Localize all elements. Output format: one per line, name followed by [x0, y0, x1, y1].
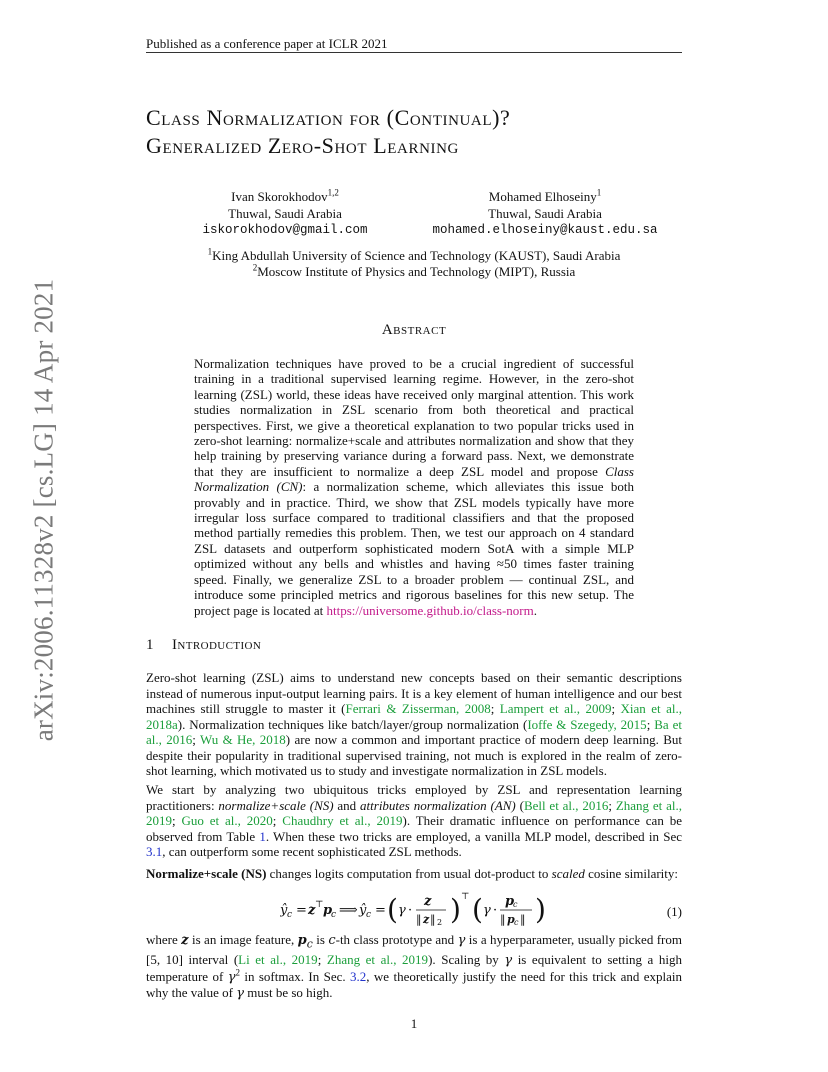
- math-symbol: p: [297, 933, 307, 948]
- term-scaled: scaled: [551, 866, 585, 881]
- svg-text:p: p: [507, 913, 515, 926]
- citation-link[interactable]: Ferrari & Zisserman, 2008: [345, 701, 491, 716]
- paragraph-text: . When these two tricks are employed, a vanilla MLP model, described in Sec: [265, 828, 683, 844]
- paragraph-text: must be so high.: [244, 985, 333, 1001]
- equation-formula: [280, 890, 580, 930]
- intro-paragraph-3: [146, 866, 682, 882]
- paragraph-text: ). Normalization techniques like batch/layer/group normalization (: [177, 716, 528, 732]
- paragraph-text: , we theoretically justify the need for this trick and explain why the value of: [146, 968, 682, 1001]
- citation-link[interactable]: Guo et al., 2020: [181, 813, 273, 828]
- citation-link[interactable]: Zhang et al., 2019: [146, 797, 682, 828]
- svg-text:‖: ‖: [416, 913, 422, 926]
- svg-text:c: c: [513, 900, 518, 909]
- paragraph-text: ;: [172, 813, 182, 828]
- page-number: 1: [410, 1016, 418, 1031]
- svg-text:‖: ‖: [520, 913, 526, 926]
- citation-link[interactable]: Wu & He, 2018: [199, 732, 286, 747]
- author-name: Mohamed Elhoseiny: [488, 189, 597, 204]
- arxiv-stamp: arXiv:2006.11328v2 [cs.LG] 14 Apr 2021: [28, 278, 59, 742]
- table-ref-link[interactable]: 1: [259, 828, 266, 844]
- paragraph-text: ;: [317, 952, 327, 968]
- author-name: Ivan Skorokhodov: [231, 189, 328, 204]
- svg-text:(: (: [472, 893, 483, 926]
- svg-text:‖: ‖: [500, 913, 506, 926]
- section-ref-link[interactable]: 3.1: [146, 844, 163, 859]
- paragraph-text: (: [515, 797, 524, 813]
- affiliation-2: [146, 264, 682, 280]
- paragraph-text: and: [333, 797, 361, 813]
- abstract-text: : a normalization scheme, which alleviates this issue both provably and in practice. Third, we show that ZSL models typically have more irregular loss surface compared to traditional classifiers and that the proposed method partially remedies this problem. Then, we test our approach on 4 standard ZSL datasets and outperform sophisticated modern SotA with a simple MLP optimized without any bells and whistles and having ≈50 times faster training speed. Finally, we generalize ZSL to a broader problem — continual ZSL, and introduce some principled metrics and rigorous baselines for this new setup. The project page is located at: [194, 479, 635, 618]
- svg-text:ŷ: ŷ: [359, 903, 367, 918]
- abstract-body: [194, 356, 634, 618]
- section-ref-link[interactable]: 3.2: [350, 968, 367, 984]
- equation-1: [146, 890, 682, 930]
- svg-text:·: ·: [408, 903, 413, 918]
- author-block-1: [190, 188, 380, 239]
- author-location: Thuwal, Saudi Arabia: [228, 206, 342, 221]
- equation-number: (1): [666, 904, 682, 919]
- author-affil-sup: 1,2: [327, 187, 339, 198]
- author-email[interactable]: mohamed.elhoseiny@kaust.edu.sa: [432, 223, 658, 237]
- math-symbol: γ: [457, 933, 466, 948]
- math-symbol: γ: [227, 969, 236, 985]
- paragraph-text: ;: [646, 716, 655, 732]
- section-heading: [146, 637, 261, 654]
- section-title: Introduction: [172, 637, 262, 653]
- affiliation-1: [146, 248, 682, 264]
- math-superscript: 2: [235, 967, 240, 978]
- paragraph-text: ) are now a common and important practice of modern deep learning. But despite their popularity in traditional supervised training, not much is explored in the realm of zero-shot learning, which motivated us to study and investigate normalization in ZSL models.: [146, 732, 682, 778]
- paragraph-text: We start by analyzing two ubiquitous tricks employed by ZSL and representation learning practitioners:: [146, 782, 682, 813]
- paragraph-text: cosine similarity:: [584, 866, 679, 881]
- title-line-2: Generalized Zero-Shot Learning: [146, 133, 459, 158]
- paragraph-text: ;: [611, 701, 621, 716]
- svg-text:⊤: ⊤: [315, 900, 324, 910]
- paragraph-text: ;: [272, 813, 283, 828]
- paragraph-text: is equivalent to setting a high temperature of: [146, 952, 682, 984]
- svg-text:p: p: [323, 903, 333, 918]
- abstract-cn-term: Class Normalization (CN): [194, 463, 634, 495]
- affiliation-sup: 1: [207, 246, 213, 257]
- affiliation-text: Moscow Institute of Physics and Technology (MIPT), Russia: [257, 264, 576, 279]
- intro-paragraph-1: [146, 670, 682, 779]
- svg-text:⊤: ⊤: [461, 892, 470, 902]
- paper-title: [146, 104, 706, 160]
- paragraph-text: is: [312, 932, 329, 947]
- citation-link[interactable]: Xian et al., 2018a: [146, 701, 682, 732]
- project-page-link[interactable]: https://universome.github.io/class-norm: [326, 602, 534, 618]
- svg-text:ŷ: ŷ: [280, 903, 288, 918]
- paragraph-text: ;: [608, 797, 616, 813]
- author-email[interactable]: iskorokhodov@gmail.com: [202, 223, 368, 237]
- author-block-2: [410, 188, 680, 239]
- svg-text:(: (: [387, 893, 398, 926]
- svg-text:γ: γ: [483, 903, 491, 918]
- author-location: Thuwal, Saudi Arabia: [488, 206, 602, 221]
- svg-text:c: c: [366, 910, 372, 920]
- svg-text:γ: γ: [398, 903, 406, 918]
- svg-text:z: z: [423, 913, 430, 926]
- paragraph-text: Zero-shot learning (ZSL) aims to understand new concepts based on their semantic descriptions instead of numerous input-output learning pairs. It is a key element of human intelligence and our best machines still struggle to master it (: [146, 670, 682, 716]
- paragraph-text: ). Their dramatic influence on performance can be observed from Table: [146, 813, 682, 844]
- paragraph-text: where: [146, 932, 182, 947]
- paragraph-text: ). Scaling by: [428, 952, 505, 968]
- term-ns-bold: Normalize+scale (NS): [146, 866, 267, 881]
- svg-text:=: =: [375, 903, 386, 918]
- author-affil-sup: 1: [596, 187, 602, 198]
- math-symbol: c: [328, 933, 336, 948]
- abstract-text: Normalization techniques have proved to be a crucial ingredient of successful training in a traditional supervised learning regime. However, in the zero-shot learning (ZSL) world, these ideas have received only marginal attention. This work studies normalization in ZSL scenario from both theoretical and practical perspectives. First, we give a theoretical explanation to two popular tricks used in zero-shot learning: normalize+scale and attributes normalization and show that they help training by preserving variance during a forward pass. Next, we demonstrate that they are insufficient to normalize a deep ZSL model and propose: [194, 356, 634, 479]
- citation-link[interactable]: Chaudhry et al., 2019: [282, 813, 403, 828]
- paragraph-text: , can outperform some recent sophisticated ZSL methods.: [162, 844, 462, 859]
- svg-text:p: p: [505, 894, 515, 909]
- svg-text:z: z: [424, 894, 432, 909]
- citation-link[interactable]: Ioffe & Szegedy, 2015: [527, 716, 647, 732]
- affiliation-sup: 2: [252, 262, 258, 273]
- svg-text:c: c: [287, 910, 293, 920]
- paragraph-text: is a hyperparameter, usually picked from [5, 10] interval (: [146, 932, 683, 968]
- svg-text:c: c: [514, 918, 519, 927]
- svg-text:‖: ‖: [430, 913, 436, 926]
- section-number: 1: [146, 637, 154, 653]
- svg-text:=: =: [296, 903, 307, 918]
- intro-paragraph-4: [146, 932, 682, 1002]
- citation-link[interactable]: Zhang et al., 2019: [326, 952, 429, 968]
- running-header: Published as a conference paper at ICLR 2021: [146, 36, 388, 51]
- svg-text:⟹: ⟹: [339, 903, 358, 918]
- math-symbol: z: [181, 933, 189, 948]
- svg-text:): ): [450, 893, 461, 926]
- abstract-heading: Abstract: [381, 322, 447, 338]
- title-line-1: Class Normalization for (Continual)?: [146, 105, 511, 130]
- citation-link[interactable]: Bell et al., 2016: [523, 797, 609, 813]
- math-symbol: γ: [504, 953, 513, 969]
- svg-text:): ): [535, 893, 546, 926]
- term-an: attributes normalization (AN): [360, 797, 516, 813]
- intro-paragraph-2: [146, 782, 682, 860]
- svg-text:c: c: [331, 910, 337, 920]
- citation-link[interactable]: Lampert et al., 2009: [499, 701, 612, 716]
- term-ns: normalize+scale (NS): [218, 797, 334, 813]
- paragraph-text: is an image feature,: [188, 932, 298, 947]
- paragraph-text: ;: [192, 732, 200, 747]
- citation-link[interactable]: Ba et al., 2016: [146, 716, 682, 747]
- abstract-text: .: [533, 602, 537, 618]
- paragraph-text: ;: [490, 701, 500, 716]
- header-rule: [146, 52, 682, 53]
- svg-text:2: 2: [437, 918, 443, 927]
- math-subscript: c: [306, 937, 313, 951]
- paragraph-text: -th class prototype and: [335, 932, 458, 947]
- math-symbol: γ: [236, 986, 245, 1002]
- svg-text:·: ·: [493, 903, 498, 918]
- citation-link[interactable]: Li et al., 2019: [238, 952, 318, 968]
- affiliation-text: King Abdullah University of Science and Technology (KAUST), Saudi Arabia: [212, 248, 621, 263]
- svg-text:z: z: [308, 903, 316, 918]
- paragraph-text: in softmax. In Sec.: [239, 968, 351, 984]
- paragraph-text: changes logits computation from usual dot-product to: [266, 866, 552, 881]
